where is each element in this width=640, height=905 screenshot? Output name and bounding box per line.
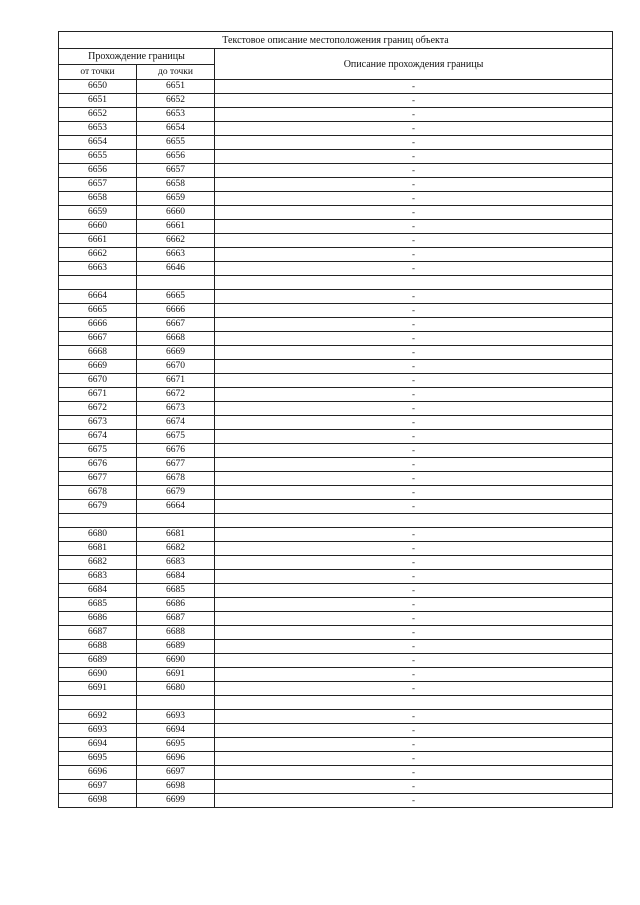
description-cell: - — [215, 262, 613, 276]
table-row — [59, 164, 613, 178]
table-row — [59, 234, 613, 248]
to-point-cell: 6672 — [137, 388, 215, 402]
table-row — [59, 402, 613, 416]
description-cell: - — [215, 612, 613, 626]
from-point-cell: 6668 — [59, 346, 137, 360]
table-row — [59, 584, 613, 598]
to-point-cell: 6663 — [137, 248, 215, 262]
description-cell: - — [215, 122, 613, 136]
from-point-cell: 6675 — [59, 444, 137, 458]
to-point-cell: 6679 — [137, 486, 215, 500]
table-row — [59, 206, 613, 220]
to-point-cell: 6681 — [137, 528, 215, 542]
from-point-cell: 6652 — [59, 108, 137, 122]
from-point-cell — [59, 696, 137, 710]
description-cell: - — [215, 780, 613, 794]
table-row — [59, 598, 613, 612]
from-point-cell: 6684 — [59, 584, 137, 598]
to-point-cell: 6689 — [137, 640, 215, 654]
from-point-cell: 6650 — [59, 80, 137, 94]
from-point-cell: 6654 — [59, 136, 137, 150]
table-row — [59, 416, 613, 430]
table-row — [59, 724, 613, 738]
description-cell: - — [215, 654, 613, 668]
from-point-cell: 6697 — [59, 780, 137, 794]
to-point-cell: 6658 — [137, 178, 215, 192]
table-row — [59, 192, 613, 206]
table-row — [59, 626, 613, 640]
table-row — [59, 668, 613, 682]
table-row — [59, 738, 613, 752]
to-point-header: до точки — [137, 65, 215, 80]
to-point-cell: 6665 — [137, 290, 215, 304]
table-row — [59, 276, 613, 290]
from-point-cell: 6667 — [59, 332, 137, 346]
from-point-cell: 6688 — [59, 640, 137, 654]
to-point-cell: 6686 — [137, 598, 215, 612]
from-point-cell: 6680 — [59, 528, 137, 542]
to-point-cell: 6651 — [137, 80, 215, 94]
table-row — [59, 710, 613, 724]
table-row — [59, 570, 613, 584]
description-cell — [215, 696, 613, 710]
table-row — [59, 262, 613, 276]
to-point-cell: 6676 — [137, 444, 215, 458]
description-cell: - — [215, 528, 613, 542]
to-point-cell: 6685 — [137, 584, 215, 598]
to-point-cell: 6646 — [137, 262, 215, 276]
from-point-cell: 6683 — [59, 570, 137, 584]
from-point-cell: 6682 — [59, 556, 137, 570]
description-cell: - — [215, 458, 613, 472]
to-point-cell: 6656 — [137, 150, 215, 164]
table-row — [59, 80, 613, 94]
description-cell: - — [215, 192, 613, 206]
to-point-cell — [137, 696, 215, 710]
to-point-cell: 6667 — [137, 318, 215, 332]
description-cell: - — [215, 304, 613, 318]
description-cell: - — [215, 234, 613, 248]
description-cell: - — [215, 220, 613, 234]
table-row — [59, 388, 613, 402]
to-point-cell: 6657 — [137, 164, 215, 178]
description-cell: - — [215, 598, 613, 612]
to-point-cell: 6678 — [137, 472, 215, 486]
from-point-cell: 6696 — [59, 766, 137, 780]
from-point-cell: 6651 — [59, 94, 137, 108]
from-point-cell: 6660 — [59, 220, 137, 234]
table-row — [59, 136, 613, 150]
description-cell: - — [215, 766, 613, 780]
table-row — [59, 654, 613, 668]
description-cell: - — [215, 346, 613, 360]
description-cell: - — [215, 500, 613, 514]
to-point-cell: 6677 — [137, 458, 215, 472]
description-cell: - — [215, 710, 613, 724]
description-cell: - — [215, 80, 613, 94]
to-point-cell: 6697 — [137, 766, 215, 780]
table-row — [59, 766, 613, 780]
table-row — [59, 248, 613, 262]
from-point-cell: 6692 — [59, 710, 137, 724]
description-cell: - — [215, 332, 613, 346]
description-cell: - — [215, 416, 613, 430]
description-cell: - — [215, 752, 613, 766]
from-point-cell: 6695 — [59, 752, 137, 766]
table-row — [59, 542, 613, 556]
description-cell: - — [215, 570, 613, 584]
description-cell: - — [215, 430, 613, 444]
from-point-cell: 6678 — [59, 486, 137, 500]
table-row — [59, 304, 613, 318]
to-point-cell: 6680 — [137, 682, 215, 696]
table-row — [59, 500, 613, 514]
boundary-description-table — [58, 31, 613, 808]
description-cell: - — [215, 556, 613, 570]
description-cell — [215, 276, 613, 290]
from-point-cell: 6691 — [59, 682, 137, 696]
from-point-cell: 6687 — [59, 626, 137, 640]
from-point-cell: 6677 — [59, 472, 137, 486]
to-point-cell: 6694 — [137, 724, 215, 738]
to-point-cell: 6659 — [137, 192, 215, 206]
to-point-cell: 6673 — [137, 402, 215, 416]
table-row — [59, 290, 613, 304]
to-point-cell: 6653 — [137, 108, 215, 122]
from-point-cell: 6672 — [59, 402, 137, 416]
to-point-cell — [137, 514, 215, 528]
to-point-cell: 6655 — [137, 136, 215, 150]
table-row — [59, 108, 613, 122]
to-point-cell: 6671 — [137, 374, 215, 388]
description-cell — [215, 514, 613, 528]
from-point-cell: 6673 — [59, 416, 137, 430]
description-cell: - — [215, 108, 613, 122]
description-cell: - — [215, 360, 613, 374]
table-row — [59, 486, 613, 500]
table-row — [59, 472, 613, 486]
from-point-cell: 6690 — [59, 668, 137, 682]
to-point-cell: 6684 — [137, 570, 215, 584]
from-point-cell: 6658 — [59, 192, 137, 206]
table-title: Текстовое описание местоположения границ объекта — [59, 32, 613, 49]
description-cell: - — [215, 472, 613, 486]
description-cell: - — [215, 290, 613, 304]
boundary-passage-header: Прохождение границы — [59, 49, 215, 65]
from-point-cell: 6656 — [59, 164, 137, 178]
table-row — [59, 332, 613, 346]
to-point-cell: 6691 — [137, 668, 215, 682]
to-point-cell: 6675 — [137, 430, 215, 444]
from-point-cell: 6693 — [59, 724, 137, 738]
table-row — [59, 458, 613, 472]
description-cell: - — [215, 206, 613, 220]
from-point-header: от точки — [59, 65, 137, 80]
description-cell: - — [215, 584, 613, 598]
to-point-cell: 6662 — [137, 234, 215, 248]
from-point-cell: 6665 — [59, 304, 137, 318]
to-point-cell: 6674 — [137, 416, 215, 430]
table-row — [59, 794, 613, 808]
to-point-cell: 6664 — [137, 500, 215, 514]
table-row — [59, 640, 613, 654]
table-row — [59, 752, 613, 766]
from-point-cell: 6676 — [59, 458, 137, 472]
to-point-cell: 6693 — [137, 710, 215, 724]
to-point-cell: 6661 — [137, 220, 215, 234]
to-point-cell: 6668 — [137, 332, 215, 346]
table-row — [59, 374, 613, 388]
table-row — [59, 220, 613, 234]
description-cell: - — [215, 164, 613, 178]
to-point-cell: 6652 — [137, 94, 215, 108]
description-cell: - — [215, 486, 613, 500]
from-point-cell: 6662 — [59, 248, 137, 262]
to-point-cell: 6699 — [137, 794, 215, 808]
to-point-cell: 6687 — [137, 612, 215, 626]
from-point-cell: 6698 — [59, 794, 137, 808]
table-row — [59, 696, 613, 710]
to-point-cell: 6696 — [137, 752, 215, 766]
table-row — [59, 318, 613, 332]
description-cell: - — [215, 682, 613, 696]
to-point-cell: 6669 — [137, 346, 215, 360]
from-point-cell: 6663 — [59, 262, 137, 276]
table-row — [59, 612, 613, 626]
table-row — [59, 122, 613, 136]
description-cell: - — [215, 178, 613, 192]
table-row — [59, 444, 613, 458]
from-point-cell: 6674 — [59, 430, 137, 444]
to-point-cell: 6682 — [137, 542, 215, 556]
table-row — [59, 556, 613, 570]
from-point-cell: 6661 — [59, 234, 137, 248]
description-cell: - — [215, 724, 613, 738]
from-point-cell: 6653 — [59, 122, 137, 136]
description-cell: - — [215, 94, 613, 108]
to-point-cell: 6698 — [137, 780, 215, 794]
to-point-cell: 6670 — [137, 360, 215, 374]
to-point-cell: 6695 — [137, 738, 215, 752]
to-point-cell: 6688 — [137, 626, 215, 640]
from-point-cell: 6659 — [59, 206, 137, 220]
from-point-cell: 6669 — [59, 360, 137, 374]
description-cell: - — [215, 542, 613, 556]
description-cell: - — [215, 374, 613, 388]
from-point-cell: 6666 — [59, 318, 137, 332]
to-point-cell: 6666 — [137, 304, 215, 318]
description-cell: - — [215, 248, 613, 262]
table-row — [59, 430, 613, 444]
description-cell: - — [215, 738, 613, 752]
to-point-cell: 6654 — [137, 122, 215, 136]
to-point-cell: 6690 — [137, 654, 215, 668]
from-point-cell: 6655 — [59, 150, 137, 164]
from-point-cell: 6681 — [59, 542, 137, 556]
from-point-cell — [59, 276, 137, 290]
from-point-cell: 6679 — [59, 500, 137, 514]
from-point-cell: 6664 — [59, 290, 137, 304]
to-point-cell — [137, 276, 215, 290]
description-cell: - — [215, 668, 613, 682]
table-row — [59, 178, 613, 192]
from-point-cell: 6694 — [59, 738, 137, 752]
description-cell: - — [215, 150, 613, 164]
table-row — [59, 346, 613, 360]
to-point-cell: 6660 — [137, 206, 215, 220]
description-cell: - — [215, 402, 613, 416]
from-point-cell: 6657 — [59, 178, 137, 192]
from-point-cell — [59, 514, 137, 528]
description-cell: - — [215, 318, 613, 332]
table-row — [59, 360, 613, 374]
description-cell: - — [215, 626, 613, 640]
from-point-cell: 6689 — [59, 654, 137, 668]
table-row — [59, 150, 613, 164]
description-cell: - — [215, 388, 613, 402]
from-point-cell: 6671 — [59, 388, 137, 402]
from-point-cell: 6685 — [59, 598, 137, 612]
to-point-cell: 6683 — [137, 556, 215, 570]
table-row — [59, 682, 613, 696]
description-cell: - — [215, 640, 613, 654]
table-body — [59, 80, 613, 808]
description-cell: - — [215, 136, 613, 150]
from-point-cell: 6686 — [59, 612, 137, 626]
description-cell: - — [215, 794, 613, 808]
table-row — [59, 780, 613, 794]
description-cell: - — [215, 444, 613, 458]
table-row — [59, 528, 613, 542]
from-point-cell: 6670 — [59, 374, 137, 388]
table-row — [59, 514, 613, 528]
description-header: Описание прохождения границы — [215, 49, 613, 80]
table-row — [59, 94, 613, 108]
